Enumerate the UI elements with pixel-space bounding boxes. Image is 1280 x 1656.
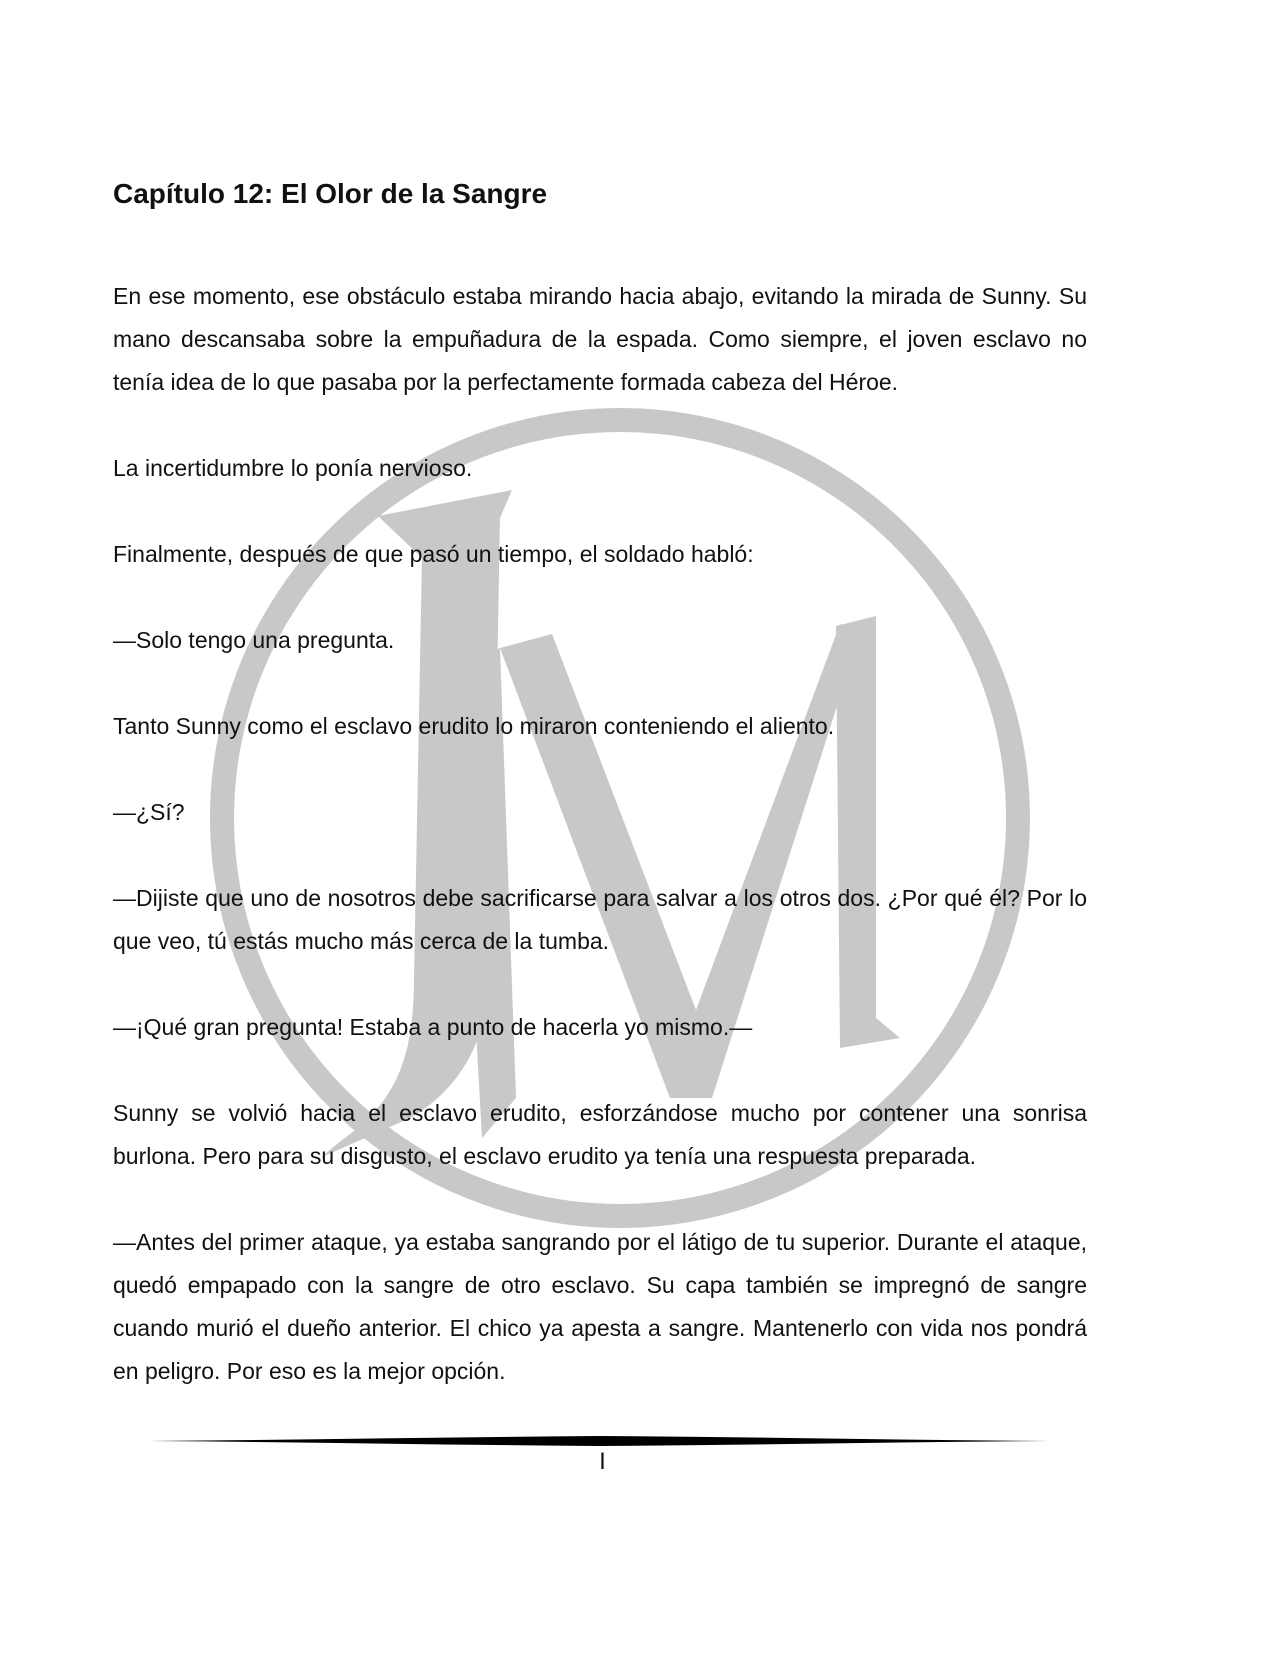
footer-divider	[150, 1434, 1050, 1448]
paragraph-5: Tanto Sunny como el esclavo erudito lo miraron conteniendo el aliento.	[113, 713, 835, 739]
paragraph-6: —¿Sí?	[113, 799, 185, 825]
paragraph-3: Finalmente, después de que pasó un tiempo, el soldado habló:	[113, 541, 754, 567]
paragraph-7: —Dijiste que uno de nosotros debe sacrificarse para salvar a los otros dos. ¿Por qué él? Por lo que veo, tú estás mucho más cerca de la tumba.	[113, 885, 1087, 954]
paragraph-8: —¡Qué gran pregunta! Estaba a punto de hacerla yo mismo.—	[113, 1014, 753, 1040]
paragraph-9: Sunny se volvió hacia el esclavo erudito, esforzándose mucho por contener una sonrisa burlona. Pero para su disgusto, el esclavo erudito ya tenía una respuesta preparada.	[113, 1100, 1087, 1169]
paragraph-2: La incertidumbre lo ponía nervioso.	[113, 455, 473, 481]
page-content	[113, 176, 1087, 1436]
chapter-title: Capítulo 12: El Olor de la Sangre	[113, 178, 548, 209]
paragraph-1: En ese momento, ese obstáculo estaba mirando hacia abajo, evitando la mirada de Sunny. Su mano descansaba sobre la empuñadura de la espada. Como siempre, el joven esclavo no tenía idea de lo que pasaba por la perfectamente formada cabeza del Héroe.	[113, 283, 1087, 395]
paragraph-4: —Solo tengo una pregunta.	[113, 627, 395, 653]
paragraph-10: —Antes del primer ataque, ya estaba sangrando por el látigo de tu superior. Durante el ataque, quedó empapado con la sangre de otro esclavo. Su capa también se impregnó de sangre cuando murió el dueño anterior. El chico ya apesta a sangre. Mantenerlo con vida nos pondrá en peligro. Por eso es la mejor opción.	[113, 1229, 1087, 1384]
page-number: I	[599, 1448, 606, 1475]
